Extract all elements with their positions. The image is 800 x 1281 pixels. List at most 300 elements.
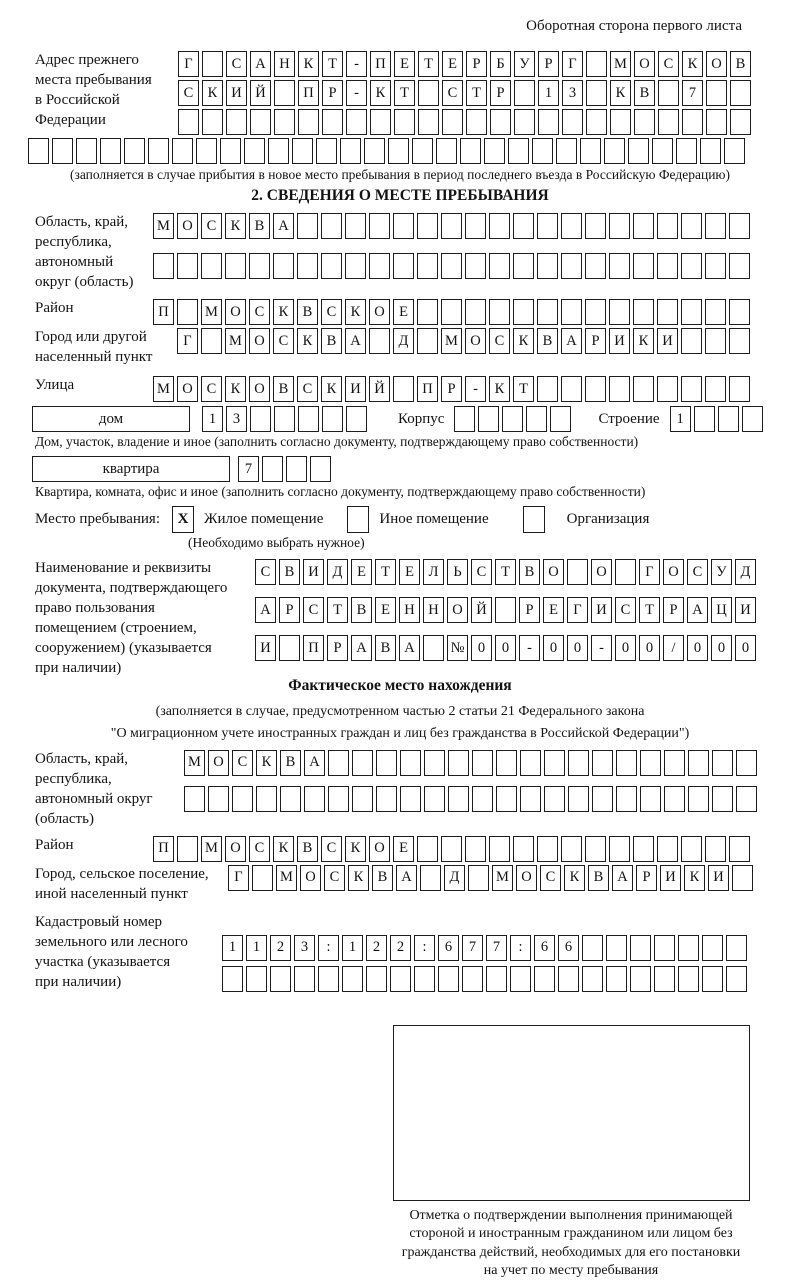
char-cell[interactable] (390, 966, 411, 992)
char-cell[interactable] (321, 253, 342, 279)
char-cell[interactable]: С (321, 299, 342, 325)
char-cell[interactable] (609, 253, 630, 279)
char-cell[interactable] (489, 253, 510, 279)
char-cell[interactable]: 3 (226, 406, 247, 432)
char-cell[interactable]: Т (327, 597, 348, 623)
char-cell[interactable] (201, 328, 222, 354)
char-cell[interactable] (726, 935, 747, 961)
char-cell[interactable] (678, 935, 699, 961)
char-cell[interactable]: - (465, 376, 486, 402)
char-cell[interactable]: К (225, 213, 246, 239)
char-cell[interactable]: 0 (615, 635, 636, 661)
char-cell[interactable]: В (351, 597, 372, 623)
char-cell[interactable]: М (492, 865, 513, 891)
char-cell[interactable]: 3 (294, 935, 315, 961)
char-cell[interactable]: С (297, 376, 318, 402)
char-cell[interactable] (633, 299, 654, 325)
char-cell[interactable] (328, 750, 349, 776)
char-cell[interactable] (366, 966, 387, 992)
char-cell[interactable] (657, 376, 678, 402)
char-cell[interactable] (172, 138, 193, 164)
char-cell[interactable]: Й (250, 80, 271, 106)
char-cell[interactable]: 0 (495, 635, 516, 661)
char-cell[interactable] (544, 786, 565, 812)
char-cell[interactable] (196, 138, 217, 164)
char-cell[interactable]: Т (513, 376, 534, 402)
char-cell[interactable]: 2 (366, 935, 387, 961)
char-cell[interactable]: Г (567, 597, 588, 623)
char-cell[interactable] (537, 253, 558, 279)
char-cell[interactable] (201, 253, 222, 279)
char-cell[interactable] (582, 935, 603, 961)
char-cell[interactable]: А (250, 51, 271, 77)
char-cell[interactable]: Р (519, 597, 540, 623)
char-cell[interactable]: К (273, 299, 294, 325)
char-cell[interactable] (345, 253, 366, 279)
char-cell[interactable]: И (255, 635, 276, 661)
char-cell[interactable]: Т (639, 597, 660, 623)
char-cell[interactable]: В (730, 51, 751, 77)
char-cell[interactable] (633, 836, 654, 862)
char-cell[interactable] (454, 406, 475, 432)
char-cell[interactable]: О (208, 750, 229, 776)
char-cell[interactable] (462, 966, 483, 992)
char-cell[interactable]: В (588, 865, 609, 891)
char-cell[interactable]: 1 (246, 935, 267, 961)
char-cell[interactable]: К (633, 328, 654, 354)
char-cell[interactable] (148, 138, 169, 164)
char-cell[interactable]: П (153, 836, 174, 862)
checkbox-zhiloe[interactable]: X (172, 506, 194, 533)
char-cell[interactable]: Й (369, 376, 390, 402)
char-cell[interactable]: К (202, 80, 223, 106)
char-cell[interactable]: О (300, 865, 321, 891)
char-cell[interactable] (705, 299, 726, 325)
char-cell[interactable] (736, 750, 757, 776)
char-cell[interactable] (52, 138, 73, 164)
char-cell[interactable] (585, 376, 606, 402)
char-cell[interactable]: 3 (562, 80, 583, 106)
char-cell[interactable] (322, 109, 343, 135)
char-cell[interactable] (705, 328, 726, 354)
char-cell[interactable]: 2 (390, 935, 411, 961)
char-cell[interactable] (633, 213, 654, 239)
char-cell[interactable]: С (273, 328, 294, 354)
char-cell[interactable] (729, 836, 750, 862)
char-cell[interactable]: С (249, 299, 270, 325)
char-cell[interactable]: А (255, 597, 276, 623)
char-cell[interactable] (417, 328, 438, 354)
char-cell[interactable] (274, 109, 295, 135)
char-cell[interactable] (604, 138, 625, 164)
char-cell[interactable]: Е (543, 597, 564, 623)
char-cell[interactable] (729, 213, 750, 239)
char-cell[interactable] (252, 865, 273, 891)
char-cell[interactable] (606, 935, 627, 961)
char-cell[interactable] (220, 138, 241, 164)
char-cell[interactable] (346, 109, 367, 135)
char-cell[interactable]: П (417, 376, 438, 402)
char-cell[interactable] (294, 966, 315, 992)
char-cell[interactable]: Р (322, 80, 343, 106)
char-cell[interactable] (448, 786, 469, 812)
char-cell[interactable]: А (687, 597, 708, 623)
checkbox-organizatsiya[interactable] (523, 506, 545, 533)
char-cell[interactable]: Е (393, 836, 414, 862)
char-cell[interactable]: С (255, 559, 276, 585)
char-cell[interactable]: И (303, 559, 324, 585)
char-cell[interactable] (520, 750, 541, 776)
char-cell[interactable]: 0 (567, 635, 588, 661)
char-cell[interactable] (705, 376, 726, 402)
char-cell[interactable]: П (298, 80, 319, 106)
char-cell[interactable] (609, 299, 630, 325)
char-cell[interactable]: Р (327, 635, 348, 661)
char-cell[interactable] (718, 406, 739, 432)
char-cell[interactable]: Т (394, 80, 415, 106)
char-cell[interactable] (321, 213, 342, 239)
char-cell[interactable] (153, 253, 174, 279)
char-cell[interactable] (586, 51, 607, 77)
char-cell[interactable] (76, 138, 97, 164)
char-cell[interactable] (586, 80, 607, 106)
char-cell[interactable] (633, 376, 654, 402)
char-cell[interactable]: К (273, 836, 294, 862)
char-cell[interactable]: 0 (471, 635, 492, 661)
char-cell[interactable] (514, 109, 535, 135)
char-cell[interactable] (364, 138, 385, 164)
char-cell[interactable] (657, 213, 678, 239)
char-cell[interactable] (376, 750, 397, 776)
char-cell[interactable]: О (249, 376, 270, 402)
char-cell[interactable] (424, 750, 445, 776)
char-cell[interactable]: В (279, 559, 300, 585)
char-cell[interactable]: О (663, 559, 684, 585)
char-cell[interactable]: В (375, 635, 396, 661)
char-cell[interactable]: К (298, 51, 319, 77)
char-cell[interactable]: 6 (558, 935, 579, 961)
char-cell[interactable]: И (609, 328, 630, 354)
char-cell[interactable] (700, 138, 721, 164)
char-cell[interactable]: Й (471, 597, 492, 623)
char-cell[interactable] (634, 109, 655, 135)
char-cell[interactable] (681, 836, 702, 862)
char-cell[interactable] (424, 786, 445, 812)
char-cell[interactable] (561, 213, 582, 239)
char-cell[interactable]: А (304, 750, 325, 776)
char-cell[interactable] (678, 966, 699, 992)
char-cell[interactable] (654, 966, 675, 992)
char-cell[interactable] (388, 138, 409, 164)
char-cell[interactable]: А (399, 635, 420, 661)
char-cell[interactable]: К (564, 865, 585, 891)
char-cell[interactable] (561, 376, 582, 402)
char-cell[interactable] (393, 213, 414, 239)
char-cell[interactable] (418, 109, 439, 135)
char-cell[interactable] (225, 253, 246, 279)
char-cell[interactable] (420, 865, 441, 891)
char-cell[interactable] (705, 836, 726, 862)
char-cell[interactable] (730, 109, 751, 135)
char-cell[interactable]: Р (490, 80, 511, 106)
char-cell[interactable]: С (226, 51, 247, 77)
char-cell[interactable]: К (321, 376, 342, 402)
char-cell[interactable] (417, 213, 438, 239)
char-cell[interactable] (562, 109, 583, 135)
char-cell[interactable]: С (489, 328, 510, 354)
checkbox-inoe[interactable] (347, 506, 369, 533)
char-cell[interactable] (606, 966, 627, 992)
char-cell[interactable] (297, 253, 318, 279)
char-cell[interactable] (280, 786, 301, 812)
char-cell[interactable] (250, 109, 271, 135)
char-cell[interactable] (286, 456, 307, 482)
char-cell[interactable]: М (184, 750, 205, 776)
char-cell[interactable] (609, 376, 630, 402)
char-cell[interactable] (298, 406, 319, 432)
char-cell[interactable]: Р (663, 597, 684, 623)
char-cell[interactable] (369, 328, 390, 354)
char-cell[interactable] (178, 109, 199, 135)
char-cell[interactable] (561, 836, 582, 862)
char-cell[interactable] (184, 786, 205, 812)
char-cell[interactable]: Г (178, 51, 199, 77)
char-cell[interactable]: О (225, 299, 246, 325)
char-cell[interactable] (486, 966, 507, 992)
char-cell[interactable] (568, 750, 589, 776)
char-cell[interactable] (342, 966, 363, 992)
char-cell[interactable]: К (684, 865, 705, 891)
char-cell[interactable]: 1 (202, 406, 223, 432)
char-cell[interactable] (730, 80, 751, 106)
char-cell[interactable]: В (273, 376, 294, 402)
char-cell[interactable] (513, 299, 534, 325)
char-cell[interactable]: Т (418, 51, 439, 77)
char-cell[interactable] (262, 456, 283, 482)
char-cell[interactable] (417, 299, 438, 325)
char-cell[interactable] (561, 253, 582, 279)
char-cell[interactable]: 0 (543, 635, 564, 661)
char-cell[interactable] (472, 786, 493, 812)
char-cell[interactable]: О (465, 328, 486, 354)
char-cell[interactable]: О (369, 836, 390, 862)
char-cell[interactable] (664, 750, 685, 776)
char-cell[interactable]: В (372, 865, 393, 891)
char-cell[interactable] (513, 213, 534, 239)
char-cell[interactable]: В (297, 836, 318, 862)
char-cell[interactable]: А (273, 213, 294, 239)
char-cell[interactable]: В (249, 213, 270, 239)
char-cell[interactable] (460, 138, 481, 164)
char-cell[interactable] (352, 786, 373, 812)
char-cell[interactable]: Т (375, 559, 396, 585)
char-cell[interactable] (310, 456, 331, 482)
char-cell[interactable]: В (297, 299, 318, 325)
char-cell[interactable]: С (324, 865, 345, 891)
char-cell[interactable] (681, 328, 702, 354)
char-cell[interactable]: Д (735, 559, 756, 585)
char-cell[interactable] (441, 213, 462, 239)
char-cell[interactable] (592, 786, 613, 812)
char-cell[interactable]: Е (399, 559, 420, 585)
char-cell[interactable]: К (345, 299, 366, 325)
char-cell[interactable] (544, 750, 565, 776)
char-cell[interactable] (712, 750, 733, 776)
char-cell[interactable]: О (369, 299, 390, 325)
char-cell[interactable]: Ц (711, 597, 732, 623)
char-cell[interactable]: Д (327, 559, 348, 585)
char-cell[interactable] (340, 138, 361, 164)
char-cell[interactable]: - (519, 635, 540, 661)
char-cell[interactable]: Е (351, 559, 372, 585)
char-cell[interactable] (316, 138, 337, 164)
char-cell[interactable] (496, 750, 517, 776)
char-cell[interactable] (270, 966, 291, 992)
char-cell[interactable]: Т (495, 559, 516, 585)
char-cell[interactable] (657, 836, 678, 862)
char-cell[interactable] (657, 253, 678, 279)
char-cell[interactable] (702, 935, 723, 961)
char-cell[interactable] (352, 750, 373, 776)
char-cell[interactable] (702, 966, 723, 992)
char-cell[interactable]: С (615, 597, 636, 623)
char-cell[interactable] (369, 213, 390, 239)
char-cell[interactable]: С (658, 51, 679, 77)
char-cell[interactable] (736, 786, 757, 812)
char-cell[interactable] (472, 750, 493, 776)
char-cell[interactable]: В (321, 328, 342, 354)
char-cell[interactable] (177, 836, 198, 862)
char-cell[interactable]: О (543, 559, 564, 585)
char-cell[interactable] (249, 253, 270, 279)
char-cell[interactable]: О (447, 597, 468, 623)
char-cell[interactable]: О (706, 51, 727, 77)
char-cell[interactable] (630, 966, 651, 992)
char-cell[interactable]: К (345, 836, 366, 862)
char-cell[interactable] (489, 213, 510, 239)
char-cell[interactable] (393, 253, 414, 279)
char-cell[interactable] (465, 299, 486, 325)
char-cell[interactable]: 7 (486, 935, 507, 961)
char-cell[interactable]: Р (441, 376, 462, 402)
char-cell[interactable] (681, 253, 702, 279)
char-cell[interactable] (681, 299, 702, 325)
char-cell[interactable]: 0 (639, 635, 660, 661)
char-cell[interactable]: П (303, 635, 324, 661)
char-cell[interactable] (654, 935, 675, 961)
char-cell[interactable]: Г (562, 51, 583, 77)
char-cell[interactable] (250, 406, 271, 432)
char-cell[interactable] (526, 406, 547, 432)
char-cell[interactable] (345, 213, 366, 239)
char-cell[interactable] (436, 138, 457, 164)
char-cell[interactable] (585, 253, 606, 279)
char-cell[interactable]: М (153, 213, 174, 239)
char-cell[interactable]: С (321, 836, 342, 862)
char-cell[interactable]: М (441, 328, 462, 354)
char-cell[interactable] (585, 299, 606, 325)
char-cell[interactable] (177, 253, 198, 279)
char-cell[interactable] (729, 376, 750, 402)
char-cell[interactable] (414, 966, 435, 992)
char-cell[interactable]: В (280, 750, 301, 776)
char-cell[interactable] (478, 406, 499, 432)
char-cell[interactable]: Е (394, 51, 415, 77)
char-cell[interactable] (592, 750, 613, 776)
char-cell[interactable]: О (177, 213, 198, 239)
char-cell[interactable]: В (634, 80, 655, 106)
char-cell[interactable]: И (226, 80, 247, 106)
char-cell[interactable]: М (201, 299, 222, 325)
char-cell[interactable] (489, 299, 510, 325)
char-cell[interactable]: Д (393, 328, 414, 354)
char-cell[interactable] (441, 299, 462, 325)
char-cell[interactable] (273, 253, 294, 279)
char-cell[interactable] (610, 109, 631, 135)
char-cell[interactable] (732, 865, 753, 891)
char-cell[interactable] (418, 80, 439, 106)
char-cell[interactable] (484, 138, 505, 164)
char-cell[interactable] (567, 559, 588, 585)
char-cell[interactable] (657, 299, 678, 325)
char-cell[interactable] (318, 966, 339, 992)
char-cell[interactable]: Р (538, 51, 559, 77)
char-cell[interactable]: Е (393, 299, 414, 325)
char-cell[interactable] (616, 750, 637, 776)
char-cell[interactable]: И (735, 597, 756, 623)
char-cell[interactable]: С (232, 750, 253, 776)
char-cell[interactable] (322, 406, 343, 432)
char-cell[interactable]: Е (375, 597, 396, 623)
char-cell[interactable] (177, 299, 198, 325)
char-cell[interactable] (688, 750, 709, 776)
char-cell[interactable]: : (318, 935, 339, 961)
char-cell[interactable]: С (303, 597, 324, 623)
char-cell[interactable]: 0 (687, 635, 708, 661)
char-cell[interactable] (582, 966, 603, 992)
char-cell[interactable]: М (610, 51, 631, 77)
char-cell[interactable]: 0 (711, 635, 732, 661)
char-cell[interactable] (568, 786, 589, 812)
char-cell[interactable] (726, 966, 747, 992)
char-cell[interactable]: Е (442, 51, 463, 77)
char-cell[interactable] (292, 138, 313, 164)
char-cell[interactable] (630, 935, 651, 961)
char-cell[interactable]: Н (423, 597, 444, 623)
char-cell[interactable]: Р (636, 865, 657, 891)
char-cell[interactable] (274, 406, 295, 432)
char-cell[interactable] (558, 966, 579, 992)
char-cell[interactable]: О (177, 376, 198, 402)
char-cell[interactable] (520, 786, 541, 812)
char-cell[interactable]: К (682, 51, 703, 77)
char-cell[interactable] (448, 750, 469, 776)
char-cell[interactable]: О (249, 328, 270, 354)
char-cell[interactable]: М (276, 865, 297, 891)
char-cell[interactable]: С (201, 376, 222, 402)
char-cell[interactable] (712, 786, 733, 812)
char-cell[interactable] (537, 376, 558, 402)
char-cell[interactable]: О (634, 51, 655, 77)
char-cell[interactable]: С (442, 80, 463, 106)
char-cell[interactable]: О (225, 836, 246, 862)
char-cell[interactable] (489, 836, 510, 862)
char-cell[interactable] (442, 109, 463, 135)
char-cell[interactable] (510, 966, 531, 992)
char-cell[interactable] (658, 80, 679, 106)
char-cell[interactable] (268, 138, 289, 164)
char-cell[interactable]: Ь (447, 559, 468, 585)
